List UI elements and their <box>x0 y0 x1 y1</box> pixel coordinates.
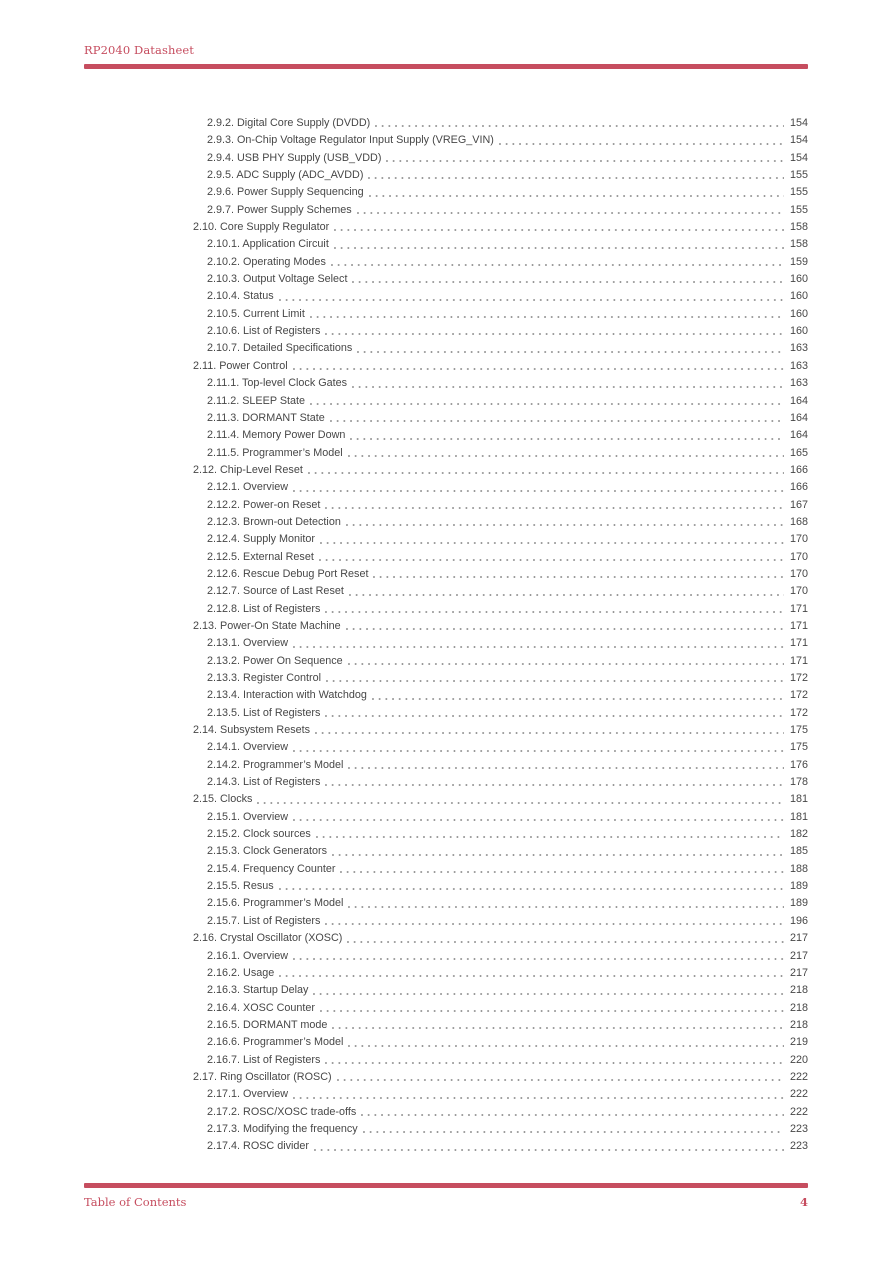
toc-entry[interactable] <box>84 739 808 756</box>
toc-entry-page: 164 <box>789 394 808 407</box>
toc-entry[interactable] <box>84 375 808 392</box>
dot-leader <box>279 888 784 890</box>
toc-entry-page: 181 <box>789 793 808 806</box>
dot-leader <box>349 594 784 596</box>
toc-entry-label: 2.13.1. Overview <box>207 637 289 650</box>
dot-leader <box>310 316 784 318</box>
toc-entry-page: 218 <box>789 984 808 997</box>
toc-entry[interactable] <box>84 705 808 722</box>
dot-leader <box>308 472 784 474</box>
toc-entry[interactable] <box>84 1000 808 1017</box>
dot-leader <box>332 854 784 856</box>
toc-entry-label: 2.15.2. Clock sources <box>207 828 311 841</box>
toc-entry[interactable] <box>84 878 808 895</box>
toc-entry[interactable] <box>84 514 808 531</box>
toc-entry-page: 168 <box>789 515 808 528</box>
toc-entry-label: 2.15.5. Resus <box>207 880 274 893</box>
toc-entry-page: 155 <box>789 186 808 199</box>
toc-entry-label: 2.16.3. Startup Delay <box>207 984 309 997</box>
toc-entry-label: 2.11.5. Programmer’s Model <box>207 446 343 459</box>
footer-rule <box>84 1183 808 1188</box>
dot-leader <box>350 438 784 440</box>
toc-entry-label: 2.15.6. Programmer’s Model <box>207 897 344 910</box>
toc-entry-label: 2.9.5. ADC Supply (ADC_AVDD) <box>207 169 364 182</box>
toc-entry[interactable] <box>84 670 808 687</box>
toc-entry[interactable] <box>84 549 808 566</box>
toc-entry-label: 2.15. Clocks <box>193 793 253 806</box>
dot-leader <box>352 281 784 283</box>
dot-leader <box>337 1079 784 1081</box>
toc-entry[interactable] <box>84 271 808 288</box>
toc-entry-page: 175 <box>789 724 808 737</box>
dot-leader <box>375 125 784 127</box>
toc-entry-label: 2.11.4. Memory Power Down <box>207 429 346 442</box>
toc-entry-page: 170 <box>789 533 808 546</box>
toc-entry[interactable] <box>84 687 808 704</box>
dot-leader <box>314 1149 784 1151</box>
dot-leader <box>316 836 784 838</box>
toc-entry-page: 171 <box>789 637 808 650</box>
dot-leader <box>334 247 784 249</box>
toc-entry[interactable] <box>84 306 808 323</box>
toc-entry[interactable] <box>84 722 808 739</box>
toc-entry-page: 154 <box>789 151 808 164</box>
toc-entry-label: 2.15.3. Clock Generators <box>207 845 328 858</box>
dot-leader <box>293 368 784 370</box>
toc-entry-label: 2.13.4. Interaction with Watchdog <box>207 689 367 702</box>
toc-entry-label: 2.14. Subsystem Resets <box>193 724 311 737</box>
dot-leader <box>325 333 784 335</box>
dot-leader <box>325 784 784 786</box>
toc-entry-label: 2.17.2. ROSC/XOSC trade-offs <box>207 1105 357 1118</box>
dot-leader <box>334 229 784 231</box>
toc-entry-page: 217 <box>789 966 808 979</box>
toc-entry-label: 2.13.3. Register Control <box>207 672 322 684</box>
toc-entry-page: 166 <box>789 463 808 476</box>
dot-leader <box>346 524 784 526</box>
toc-entry-label: 2.17.4. ROSC divider <box>207 1140 310 1153</box>
toc-entry-page: 222 <box>789 1088 808 1101</box>
toc-entry-page: 176 <box>789 758 808 771</box>
toc-entry-label: 2.10.2. Operating Modes <box>207 255 326 268</box>
toc-entry-label: 2.10.1. Application Circuit <box>207 238 329 251</box>
dot-leader <box>320 542 784 544</box>
dot-leader <box>293 646 784 648</box>
page-header <box>84 0 808 69</box>
dot-leader <box>357 351 784 353</box>
toc-entry-page: 158 <box>789 238 808 251</box>
dot-leader <box>279 975 784 977</box>
dot-leader <box>348 767 784 769</box>
dot-leader <box>369 195 784 197</box>
toc-entry[interactable] <box>84 948 808 965</box>
toc-entry-page: 160 <box>789 325 808 338</box>
dot-leader <box>325 1062 784 1064</box>
toc-entry[interactable] <box>84 340 808 357</box>
toc-entry-label: 2.17.3. Modifying the frequency <box>207 1122 358 1135</box>
toc-entry[interactable] <box>84 115 808 132</box>
toc-entry-label: 2.12.7. Source of Last Reset <box>207 585 344 598</box>
toc-entry-page: 170 <box>789 567 808 580</box>
toc-entry[interactable] <box>84 1104 808 1121</box>
dot-leader <box>346 628 784 630</box>
toc-entry-page: 217 <box>789 932 808 945</box>
dot-leader <box>325 507 784 509</box>
toc-entry-label: 2.12.1. Overview <box>207 481 289 494</box>
toc-entry-label: 2.10.5. Current Limit <box>207 307 305 320</box>
dot-leader <box>363 1131 784 1133</box>
footer-page-number: 4 <box>799 1195 808 1209</box>
toc-entry-label: 2.12.8. List of Registers <box>207 602 321 615</box>
toc-entry-label: 2.12.3. Brown-out Detection <box>207 515 341 528</box>
toc-entry-page: 163 <box>789 342 808 355</box>
dot-leader <box>386 160 784 162</box>
toc-entry[interactable] <box>84 531 808 548</box>
toc-entry[interactable] <box>84 982 808 999</box>
toc-entry-label: 2.16.6. Programmer’s Model <box>207 1036 344 1049</box>
toc-entry-page: 155 <box>789 169 808 182</box>
dot-leader <box>293 750 784 752</box>
toc-entry-label: 2.11.3. DORMANT State <box>207 411 325 424</box>
toc-entry[interactable] <box>84 288 808 305</box>
dot-leader <box>330 420 784 422</box>
toc-entry[interactable] <box>84 809 808 826</box>
toc-entry-label: 2.12.5. External Reset <box>207 550 314 563</box>
toc-entry-label: 2.17. Ring Oscillator (ROSC) <box>193 1070 332 1083</box>
dot-leader <box>348 1045 784 1047</box>
toc-entry-label: 2.14.1. Overview <box>207 741 289 754</box>
toc-entry[interactable] <box>84 965 808 982</box>
toc-entry-page: 160 <box>789 307 808 320</box>
toc-entry[interactable] <box>84 774 808 791</box>
toc-entry[interactable] <box>84 583 808 600</box>
toc-entry-label: 2.16.2. Usage <box>207 966 275 979</box>
footer-section-label: Table of Contents <box>84 1195 187 1209</box>
toc-entry-page: 170 <box>789 550 808 563</box>
toc-entry[interactable] <box>84 393 808 410</box>
toc-entry[interactable] <box>84 462 808 479</box>
toc-entry-page: 218 <box>789 1001 808 1014</box>
toc-entry[interactable] <box>84 618 808 635</box>
toc-entry[interactable] <box>84 410 808 427</box>
toc-entry[interactable] <box>84 479 808 496</box>
toc-entry-page: 163 <box>789 377 808 390</box>
dot-leader <box>348 455 784 457</box>
toc-entry-label: 2.10.7. Detailed Specifications <box>207 342 353 355</box>
toc-entry[interactable] <box>84 1121 808 1138</box>
toc-entry-label: 2.14.2. Programmer’s Model <box>207 758 344 771</box>
toc-entry[interactable] <box>84 202 808 219</box>
toc-entry-label: 2.9.4. USB PHY Supply (USB_VDD) <box>207 151 382 164</box>
toc-entry-page: 172 <box>789 672 808 684</box>
toc-entry-page: 170 <box>789 585 808 598</box>
toc-entry-label: 2.12.2. Power-on Reset <box>207 498 321 511</box>
toc-entry-page: 219 <box>789 1036 808 1049</box>
toc-entry-page: 166 <box>789 481 808 494</box>
toc-entry[interactable] <box>84 1086 808 1103</box>
toc-entry[interactable] <box>84 826 808 843</box>
dot-leader <box>313 993 784 995</box>
toc-entry[interactable] <box>84 150 808 167</box>
toc-entry[interactable] <box>84 861 808 878</box>
dot-leader <box>279 299 784 301</box>
toc-entry[interactable] <box>84 427 808 444</box>
toc-entry-page: 175 <box>789 741 808 754</box>
toc-entry-label: 2.15.7. List of Registers <box>207 914 321 927</box>
toc-entry-page: 188 <box>789 862 808 875</box>
toc-entry[interactable] <box>84 132 808 149</box>
dot-leader <box>357 212 784 214</box>
toc-entry[interactable] <box>84 1138 808 1155</box>
toc-entry[interactable] <box>84 1034 808 1051</box>
toc-entry[interactable] <box>84 236 808 253</box>
toc-entry-label: 2.10. Core Supply Regulator <box>193 221 330 234</box>
toc-entry-page: 171 <box>789 619 808 632</box>
toc-list <box>84 115 808 1156</box>
toc-entry-label: 2.9.3. On-Chip Voltage Regulator Input Supply (VREG_VIN) <box>207 134 494 147</box>
toc-entry-label: 2.14.3. List of Registers <box>207 776 321 789</box>
dot-leader <box>325 715 784 717</box>
toc-entry-label: 2.15.1. Overview <box>207 810 289 823</box>
toc-entry-page: 154 <box>789 134 808 147</box>
toc-entry[interactable] <box>84 791 808 808</box>
toc-entry[interactable] <box>84 757 808 774</box>
dot-leader <box>326 680 784 682</box>
toc-entry-page: 185 <box>789 845 808 858</box>
dot-leader <box>347 941 784 943</box>
dot-leader <box>310 403 784 405</box>
toc-entry[interactable] <box>84 219 808 236</box>
dot-leader <box>332 1027 784 1029</box>
dot-leader <box>293 819 784 821</box>
toc-entry[interactable] <box>84 843 808 860</box>
toc-entry-page: 154 <box>789 117 808 129</box>
toc-entry-label: 2.17.1. Overview <box>207 1088 289 1101</box>
dot-leader <box>293 1097 784 1099</box>
dot-leader <box>352 386 784 388</box>
toc-entry[interactable] <box>84 895 808 912</box>
dot-leader <box>325 611 784 613</box>
toc-entry-page: 159 <box>789 255 808 268</box>
dot-leader <box>348 663 784 665</box>
toc-entry-label: 2.10.4. Status <box>207 290 274 303</box>
toc-entry-page: 217 <box>789 949 808 962</box>
toc-entry[interactable] <box>84 653 808 670</box>
toc-entry[interactable] <box>84 566 808 583</box>
toc-entry-label: 2.16. Crystal Oscillator (XOSC) <box>193 932 343 945</box>
toc-entry-page: 196 <box>789 914 808 927</box>
dot-leader <box>293 958 784 960</box>
toc-entry-page: 181 <box>789 810 808 823</box>
toc-entry-label: 2.10.3. Output Voltage Select <box>207 273 348 286</box>
toc-entry-label: 2.16.4. XOSC Counter <box>207 1001 316 1014</box>
toc-entry-page: 223 <box>789 1140 808 1153</box>
toc-entry-page: 160 <box>789 290 808 303</box>
toc-entry-page: 160 <box>789 273 808 286</box>
page-footer <box>84 1183 808 1209</box>
toc-entry-page: 164 <box>789 429 808 442</box>
toc-entry-label: 2.13.2. Power On Sequence <box>207 654 343 667</box>
toc-entry-page: 189 <box>789 880 808 893</box>
toc-entry[interactable] <box>84 497 808 514</box>
dot-leader <box>315 732 784 734</box>
toc-entry[interactable] <box>84 1052 808 1069</box>
dot-leader <box>373 576 784 578</box>
dot-leader <box>325 923 784 925</box>
dot-leader <box>361 1114 784 1116</box>
toc-entry[interactable] <box>84 358 808 375</box>
toc-entry-label: 2.15.4. Frequency Counter <box>207 862 336 875</box>
toc-entry-page: 158 <box>789 221 808 234</box>
document-title: RP2040 Datasheet <box>84 43 195 57</box>
toc-entry-page: 218 <box>789 1018 808 1031</box>
toc-entry[interactable] <box>84 601 808 618</box>
dot-leader <box>340 871 784 873</box>
toc-entry-page: 165 <box>789 446 808 459</box>
toc-entry-page: 172 <box>789 706 808 719</box>
toc-entry-label: 2.13. Power-On State Machine <box>193 619 341 632</box>
toc-entry-label: 2.12. Chip-Level Reset <box>193 463 303 476</box>
toc-entry-page: 222 <box>789 1105 808 1118</box>
toc-entry-label: 2.11. Power Control <box>193 359 288 372</box>
toc-entry-label: 2.11.2. SLEEP State <box>207 394 306 407</box>
toc-entry-page: 164 <box>789 411 808 424</box>
toc-entry[interactable] <box>84 254 808 271</box>
toc-entry-page: 178 <box>789 776 808 789</box>
toc-entry-label: 2.16.5. DORMANT mode <box>207 1018 328 1031</box>
toc-entry-page: 222 <box>789 1070 808 1083</box>
toc-entry-page: 182 <box>789 828 808 841</box>
toc-entry[interactable] <box>84 167 808 184</box>
toc-entry-label: 2.12.6. Rescue Debug Port Reset <box>207 567 369 580</box>
toc-entry[interactable] <box>84 323 808 340</box>
toc-entry-label: 2.9.2. Digital Core Supply (DVDD) <box>207 117 371 129</box>
toc-entry-label: 2.11.1. Top-level Clock Gates <box>207 377 348 390</box>
toc-entry-label: 2.9.7. Power Supply Schemes <box>207 203 352 216</box>
toc-entry[interactable] <box>84 445 808 462</box>
toc-entry-page: 220 <box>789 1053 808 1066</box>
toc-entry[interactable] <box>84 635 808 652</box>
toc-entry-label: 2.13.5. List of Registers <box>207 706 321 719</box>
toc-entry-page: 171 <box>789 602 808 615</box>
toc-entry[interactable] <box>84 930 808 947</box>
dot-leader <box>368 177 784 179</box>
toc-entry-label: 2.16.1. Overview <box>207 949 289 962</box>
toc-entry[interactable] <box>84 913 808 930</box>
dot-leader <box>293 490 784 492</box>
toc-entry-label: 2.10.6. List of Registers <box>207 325 321 338</box>
dot-leader <box>320 1010 784 1012</box>
dot-leader <box>331 264 784 266</box>
toc-entry-label: 2.12.4. Supply Monitor <box>207 533 316 546</box>
dot-leader <box>348 906 784 908</box>
toc-entry[interactable] <box>84 184 808 201</box>
toc-entry-label: 2.9.6. Power Supply Sequencing <box>207 186 364 199</box>
dot-leader <box>499 143 784 145</box>
dot-leader <box>257 802 784 804</box>
toc-entry-page: 167 <box>789 498 808 511</box>
dot-leader <box>372 698 784 700</box>
toc-entry-label: 2.16.7. List of Registers <box>207 1053 321 1066</box>
toc-entry-page: 171 <box>789 654 808 667</box>
toc-entry-page: 155 <box>789 203 808 216</box>
toc-entry[interactable] <box>84 1017 808 1034</box>
toc-entry-page: 189 <box>789 897 808 910</box>
toc-entry[interactable] <box>84 1069 808 1086</box>
header-rule <box>84 64 808 69</box>
toc-entry-page: 163 <box>789 359 808 372</box>
toc-entry-page: 223 <box>789 1122 808 1135</box>
dot-leader <box>319 559 784 561</box>
toc-entry-page: 172 <box>789 689 808 702</box>
